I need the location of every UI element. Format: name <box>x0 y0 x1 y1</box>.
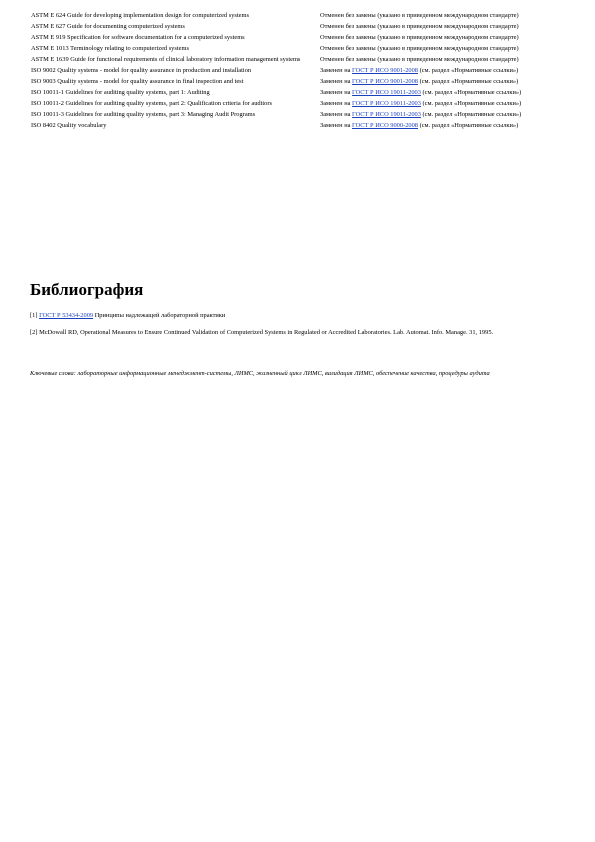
standard-link[interactable]: ГОСТ Р ИСО 19011-2003 <box>352 111 421 118</box>
status-text: Отменен без замены (указано в приведенном международном стандарте) <box>320 45 519 52</box>
table-row <box>31 12 563 23</box>
standard-link[interactable]: ГОСТ Р ИСО 9001-2008 <box>352 78 418 85</box>
status-text: Отменен без замены (указано в приведенном международном стандарте) <box>320 34 519 41</box>
standard-name: ISO 10011-3 Guidelines for auditing quality systems, part 3: Managing Audit Programs <box>31 111 256 118</box>
keywords: Ключевые слова: лабораторные информационные менеджмент-системы, ЛИМС, жизненный цикл ЛИМС, валидация ЛИМС, обеспечение качества, процедуры аудита <box>30 370 490 377</box>
standard-name: ISO 9003 Quality systems - model for quality assurance in final inspection and test <box>31 78 244 85</box>
standard-status <box>320 100 563 111</box>
bibliography-heading: Библиография <box>30 280 144 299</box>
standard-link[interactable]: ГОСТ Р ИСО 9001-2008 <box>352 67 418 74</box>
standards-table <box>31 12 563 133</box>
standard-name: ISO 10011-1 Guidelines for auditing quality systems, part 1: Auditing <box>31 89 210 96</box>
standard-status <box>320 78 563 89</box>
standard-status <box>320 56 563 67</box>
standard-name: ISO 9002 Quality systems - model for quality assurance in production and installation <box>31 67 252 74</box>
status-text: Заменен на <box>320 100 353 107</box>
table-row <box>31 45 563 56</box>
table-row <box>31 56 563 67</box>
bibliography-text: McDowall RD, Operational Measures to Ensure Continued Validation of Computerized Systems in Regulated or Accredited Laboratories. Lab. Automat. Info. Manage. 31, 1995. <box>39 329 494 336</box>
bibliography-text: Принципы надлежащей лабораторной практики <box>93 312 226 319</box>
standard-link[interactable]: ГОСТ Р ИСО 9000-2008 <box>352 122 418 129</box>
standard-status <box>320 111 563 122</box>
status-text: Заменен на <box>320 122 353 129</box>
standard-name: ASTM E 627 Guide for documenting computerized systems <box>31 23 185 30</box>
standard-status <box>320 34 563 45</box>
bibliography-number: [1] <box>30 312 40 319</box>
standard-status <box>320 12 563 23</box>
status-note: (см. раздел «Нормативные ссылки») <box>417 78 519 85</box>
standard-link[interactable]: ГОСТ Р ИСО 19011-2003 <box>352 89 421 96</box>
table-row <box>31 100 563 111</box>
status-text: Отменен без замены (указано в приведенном международном стандарте) <box>320 56 519 63</box>
status-note: (см. раздел «Нормативные ссылки») <box>420 89 522 96</box>
standard-link[interactable]: ГОСТ Р ИСО 19011-2003 <box>352 100 421 107</box>
standard-name: ASTM E 1013 Terminology relating to computerized systems <box>31 45 189 52</box>
table-row <box>31 67 563 78</box>
bibliography-link[interactable]: ГОСТ Р 53434-2009 <box>39 312 94 319</box>
status-text: Отменен без замены (указано в приведенном международном стандарте) <box>320 23 519 30</box>
bibliography-item <box>30 310 562 321</box>
standard-name: ISO 8402 Quality vocabulary <box>31 122 107 129</box>
standard-name: ASTM E 919 Specification for software documentation for a computerized systems <box>31 34 245 41</box>
standard-status <box>320 89 563 100</box>
status-text: Заменен на <box>320 78 353 85</box>
status-text: Заменен на <box>320 67 353 74</box>
status-note: (см. раздел «Нормативные ссылки») <box>420 100 522 107</box>
bibliography-number: [2] <box>30 329 40 336</box>
standard-name: ISO 10011-2 Guidelines for auditing quality systems, part 2: Qualification criteria for auditors <box>31 100 272 107</box>
standard-name: ASTM E 624 Guide for developing implementation design for computerized systems <box>31 12 249 19</box>
status-note: (см. раздел «Нормативные ссылки») <box>417 122 519 129</box>
standard-name: ASTM E 1639 Guide for functional requirements of clinical laboratory information management systems <box>31 56 301 63</box>
table-row <box>31 122 563 133</box>
table-row <box>31 23 563 34</box>
standard-status <box>320 67 563 78</box>
status-note: (см. раздел «Нормативные ссылки») <box>417 67 519 74</box>
status-text: Отменен без замены (указано в приведенном международном стандарте) <box>320 12 519 19</box>
bibliography-item <box>30 327 562 338</box>
table-row <box>31 111 563 122</box>
table-row <box>31 78 563 89</box>
table-row <box>31 89 563 100</box>
status-text: Заменен на <box>320 111 353 118</box>
standard-status <box>320 23 563 34</box>
standard-status <box>320 45 563 56</box>
status-note: (см. раздел «Нормативные ссылки») <box>420 111 522 118</box>
standard-status <box>320 122 563 133</box>
table-row <box>31 34 563 45</box>
status-text: Заменен на <box>320 89 353 96</box>
